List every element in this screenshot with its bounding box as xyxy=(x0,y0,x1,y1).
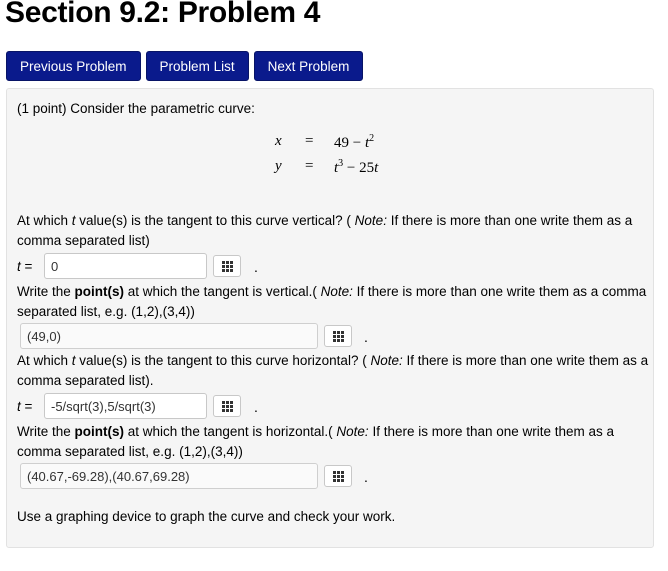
problem-intro: (1 point) Consider the parametric curve: xyxy=(17,101,255,116)
problem-list-button[interactable]: Problem List xyxy=(146,51,249,81)
grid-icon[interactable] xyxy=(324,465,352,487)
answer-period-3: . xyxy=(254,399,258,415)
equation-y-eq: = xyxy=(305,158,314,174)
equation-x-expr: $49 - t^2$ xyxy=(334,133,375,151)
answer-label-t-1: t = xyxy=(17,259,33,274)
question-vertical-point: Write the point(s) at which the tangent is vertical.( Note: If there is more than one write them as a comma separated list, e.g. (1,2),(3,4)) xyxy=(17,284,647,319)
next-problem-button[interactable]: Next Problem xyxy=(254,51,364,81)
grid-icon[interactable] xyxy=(213,395,241,417)
answer-label-t-2: t = xyxy=(17,399,33,414)
horizontal-t-input[interactable] xyxy=(44,393,207,419)
problem-body xyxy=(6,88,654,548)
question-horizontal-point: Write the point(s) at which the tangent is horizontal.( Note: If there is more than one write them as a comma separated list, e.g. (1,2),(3,4)) xyxy=(17,424,615,459)
grid-icon[interactable] xyxy=(213,255,241,277)
equation-x-var: x xyxy=(275,133,282,149)
equation-x-eq: = xyxy=(305,133,314,149)
vertical-point-input[interactable] xyxy=(20,323,318,349)
previous-problem-button[interactable]: Previous Problem xyxy=(6,51,141,81)
page-title: Section 9.2: Problem 4 xyxy=(5,0,321,29)
grid-icon[interactable] xyxy=(324,325,352,347)
answer-period-4: . xyxy=(364,469,368,485)
problem-outro: Use a graphing device to graph the curve and check your work. xyxy=(17,509,396,524)
question-vertical-t: At which t value(s) is the tangent to this curve vertical? ( Note: If there is more than one write them as a comma separated list) xyxy=(17,213,633,248)
vertical-t-input[interactable] xyxy=(44,253,207,279)
answer-period-2: . xyxy=(364,329,368,345)
equation-y-expr: $t^3 - 25t$ xyxy=(334,158,379,176)
equation-y-var: y xyxy=(275,158,282,174)
answer-period-1: . xyxy=(254,259,258,275)
problem-navigation xyxy=(6,51,363,81)
horizontal-point-input[interactable] xyxy=(20,463,318,489)
question-horizontal-t: At which t value(s) is the tangent to this curve horizontal? ( Note: If there is more than one write them as a comma separated list). xyxy=(17,353,649,388)
